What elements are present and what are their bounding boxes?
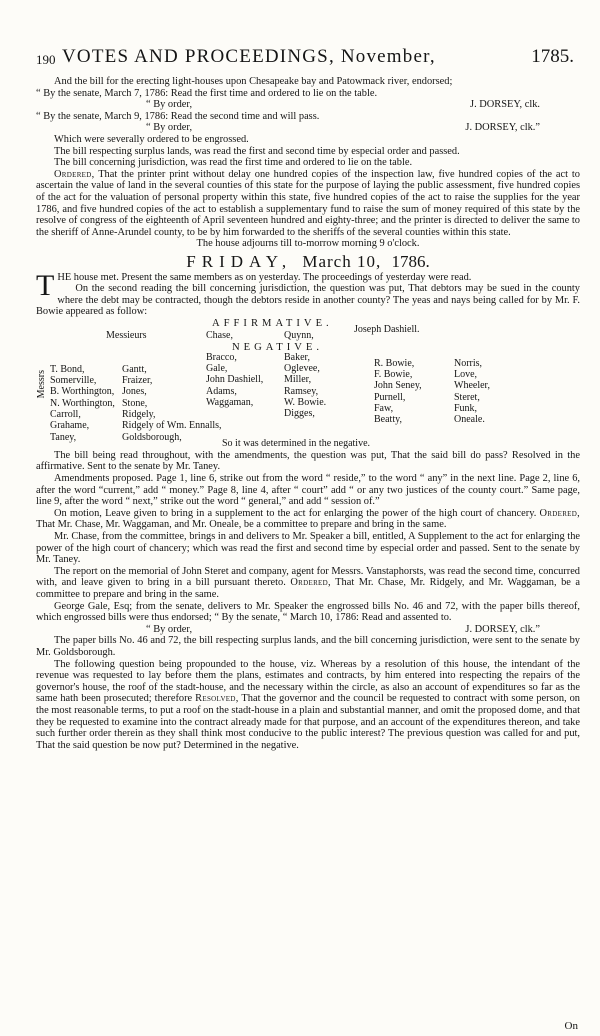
- clerk-signature: J. DORSEY, clk.: [470, 99, 540, 111]
- paragraph: Mr. Chase, from the committee, brings in and delivers to Mr. Speaker a bill, entitled, A Supplement to the act for enlarging the power of the high court of chancery; which was read the first and second time by especial order and passed. Sent to the senate by Mr. Taney.: [36, 531, 580, 566]
- member-name: Funk,: [454, 403, 478, 415]
- negative-column-6: [454, 358, 490, 426]
- catchword: On: [564, 1020, 578, 1032]
- paragraph: The paper bills No. 46 and 72, the bill respecting surplus lands, and the bill concerning jurisdiction, were sent to the senate by Mr. Goldsborough.: [36, 635, 580, 658]
- ordered-text: That the printer print without delay one hundred copies of the inspection law, five hundred copies of the act to ascertain the value of land in the several counties of this state for the purpose of laying the public assessment, five hundred copies of the act for the valuation of personal property within this state, five hundred copies of the act to raise the supplies for the year 1786, and five hundred copies of the act to establish a supplementary fund to raise the sum of money required of this state by the resolve of congress of the eighteenth of April seventeen hundred and eighty-three; and the printer is directed to deliver the same to the sheriff of Anne-Arundel county, to be by him forwarded to the sheriffs of the several counties within this state.: [36, 168, 580, 238]
- member-name: Norris,: [454, 357, 483, 369]
- paragraph: The following question being propounded to the house, viz. Whereas by a resolution of this house, the intendant of the revenue was requested to lay before them the plans, estimates and contracts, by him entered into respecting the repairs of the governor's house, the roof of the stadt-house, and the necessary within the circle, as also an account of expenditures so far as the same hath been prosecuted; therefore Resolved, That the governor and the council be requested to contract with some person, on the most reasonable terms, to put a roof on the stadt-house in a plain and substantial manner, and omit the proposed dome, and that they be requested to examine into the contract already made for that purpose, and an account of the expenditures thereon, and take such further order therein as they shall think most conducive to the public interest? The previous question was called for and put, That the said question be now put? Determined in the negative.: [36, 658, 580, 751]
- member-name: B. Worthington,: [50, 386, 115, 398]
- signature-block: [36, 624, 580, 636]
- page-header: [36, 46, 580, 72]
- day-date: March 10,: [302, 251, 382, 271]
- member-name: Ridgely of Wm. Ennalls,: [122, 420, 222, 432]
- member-name: Stone,: [122, 397, 148, 409]
- member-name: Purnell,: [374, 391, 406, 403]
- member-name: Jones,: [122, 386, 147, 398]
- ordered-paragraph: [36, 169, 580, 239]
- member-name: Baker,: [284, 351, 310, 363]
- day-heading: [36, 251, 580, 271]
- paragraph: And the bill for the erecting light-houses upon Chesapeake bay and Patowmack river, endorsed;: [54, 76, 453, 87]
- affirmative-name: Joseph Dashiell.: [354, 323, 420, 335]
- member-name: Bracco,: [206, 351, 237, 363]
- day-name: FRIDAY,: [186, 251, 293, 271]
- vote-result: So it was determined in the negative.: [222, 437, 371, 449]
- negative-column-5: [374, 358, 422, 426]
- keyword: Ordered,: [290, 577, 331, 589]
- member-name: Gantt,: [122, 363, 147, 375]
- day-year: 1786.: [391, 251, 430, 271]
- member-name: John Seney,: [374, 380, 422, 392]
- member-name: Love,: [454, 369, 478, 381]
- member-name: Taney,: [50, 431, 77, 443]
- by-order: “ By order,: [146, 122, 193, 134]
- paragraph: On the second reading the bill concerning jurisdiction, the question was put, That debtors may be sued in the county where the debt may be contracted, though the debtors reside in another county? The yeas and nays being called for by Mr. F. Bowie appeared as follow:: [36, 283, 580, 318]
- member-name: Faw,: [374, 403, 394, 415]
- member-name: Ridgely,: [122, 409, 156, 421]
- paragraph: The bill being read throughout, with the amendments, the question was put, That the said bill do pass? Resolved in the affirmative. Sent to the senate by Mr. Taney.: [36, 449, 580, 473]
- paragraph: The report on the memorial of John Steret and company, agent for Messrs. Vanstaphorsts, was read the second time, concurred with, and leave given to bring in a bill pursuant thereto. Ordered, That Mr. Chase, Mr. Ridgely, and Mr. Waggaman, be a committee to prepare and bring in the same.: [36, 565, 581, 600]
- member-name: Miller,: [284, 374, 312, 386]
- member-name: N. Worthington,: [50, 397, 115, 409]
- paragraph: On motion, Leave given to bring in a supplement to the act for enlarging the power of the high court of chancery. Ordered, That Mr. Chase, Mr. Waggaman, and Mr. Oneale, be a committee to prepare and bring in the same.: [36, 507, 580, 531]
- negative-column-4: [284, 352, 326, 420]
- member-name: Goldsborough,: [122, 431, 182, 443]
- vote-table: [36, 318, 580, 450]
- paragraph: George Gale, Esq; from the senate, delivers to Mr. Speaker the engrossed bills No. 46 and 72, with the paper bills thereof, which engrossed bills were thus endorsed; “ By the senate, “ March 10, 1786: Read and assented to.: [36, 600, 580, 624]
- affirmative-name: Quynn,: [284, 329, 314, 341]
- opening-text: HE house met. Present the same members as on yesterday. The proceedings of yesterday were read.: [57, 271, 472, 283]
- messrs-side-label: Messrs: [36, 369, 47, 399]
- member-name: Carroll,: [50, 409, 81, 421]
- member-name: John Dashiell,: [206, 374, 264, 386]
- affirmative-label: AFFIRMATIVE.: [212, 317, 333, 329]
- paragraph: “ By the senate, March 7, 1786: Read the first time and ordered to lie on the table.: [36, 87, 378, 99]
- member-name: Steret,: [454, 391, 480, 403]
- messieurs-label: Messieurs: [106, 329, 147, 341]
- ordered-label: Ordered,: [54, 168, 95, 180]
- member-name: Gale,: [206, 363, 228, 375]
- paragraph: The bill respecting surplus lands, was read the first and second time by especial order and passed.: [54, 145, 460, 157]
- signature-block: [36, 99, 580, 111]
- member-name: Fraizer,: [122, 375, 153, 387]
- by-order: “ By order,: [146, 99, 193, 111]
- keyword: Ordered,: [539, 507, 580, 519]
- running-title: VOTES AND PROCEEDINGS, November,: [62, 46, 436, 67]
- signature-block: [36, 122, 580, 134]
- paragraph: Which were severally ordered to be engrossed.: [54, 133, 249, 145]
- negative-label: NEGATIVE.: [232, 341, 324, 353]
- drop-cap: T: [36, 268, 55, 302]
- page-number: 190: [36, 52, 56, 67]
- running-year: 1785.: [531, 46, 574, 67]
- member-name: W. Bowie.: [284, 397, 327, 409]
- adjourn-note: The house adjourns till to-morrow morning 9 o'clock.: [196, 238, 420, 250]
- member-name: Adams,: [206, 385, 237, 397]
- clerk-signature: J. DORSEY, clk.”: [465, 623, 540, 635]
- member-name: Ramsey,: [284, 385, 319, 397]
- paragraph: The bill concerning jurisdiction, was read the first time and ordered to lie on the table.: [54, 157, 413, 169]
- member-name: Oneale.: [454, 414, 485, 426]
- document-body: [36, 76, 580, 751]
- member-name: T. Bond,: [50, 363, 85, 375]
- member-name: Waggaman,: [206, 397, 254, 409]
- member-name: Wheeler,: [454, 380, 490, 392]
- member-name: Grahame,: [50, 420, 90, 432]
- member-name: R. Bowie,: [374, 357, 415, 369]
- negative-column-1: [50, 364, 115, 443]
- member-name: Beatty,: [374, 414, 402, 426]
- negative-column-3: [206, 352, 263, 408]
- clerk-signature: J. DORSEY, clk.”: [465, 122, 540, 134]
- affirmative-name: Chase,: [206, 329, 233, 341]
- paragraph: Amendments proposed. Page 1, line 6, strike out from the word “ reside,” to the word “ any” in the next line. Page 2, line 6, after the word “current,” add “ money.” Page 8, line 4, after “ court” add “ or any two justices of the county court.” Same page, line 9, after the word “ next,” strike out the word “ general,” and add “ session of.”: [36, 473, 580, 508]
- member-name: Somerville,: [50, 375, 97, 387]
- member-name: Oglevee,: [284, 363, 320, 375]
- keyword: Resolved,: [195, 693, 239, 705]
- member-name: Digges,: [284, 408, 315, 420]
- member-name: F. Bowie,: [374, 369, 413, 381]
- paragraph: “ By the senate, March 9, 1786: Read the second time and will pass.: [36, 110, 320, 122]
- by-order: “ By order,: [146, 623, 193, 635]
